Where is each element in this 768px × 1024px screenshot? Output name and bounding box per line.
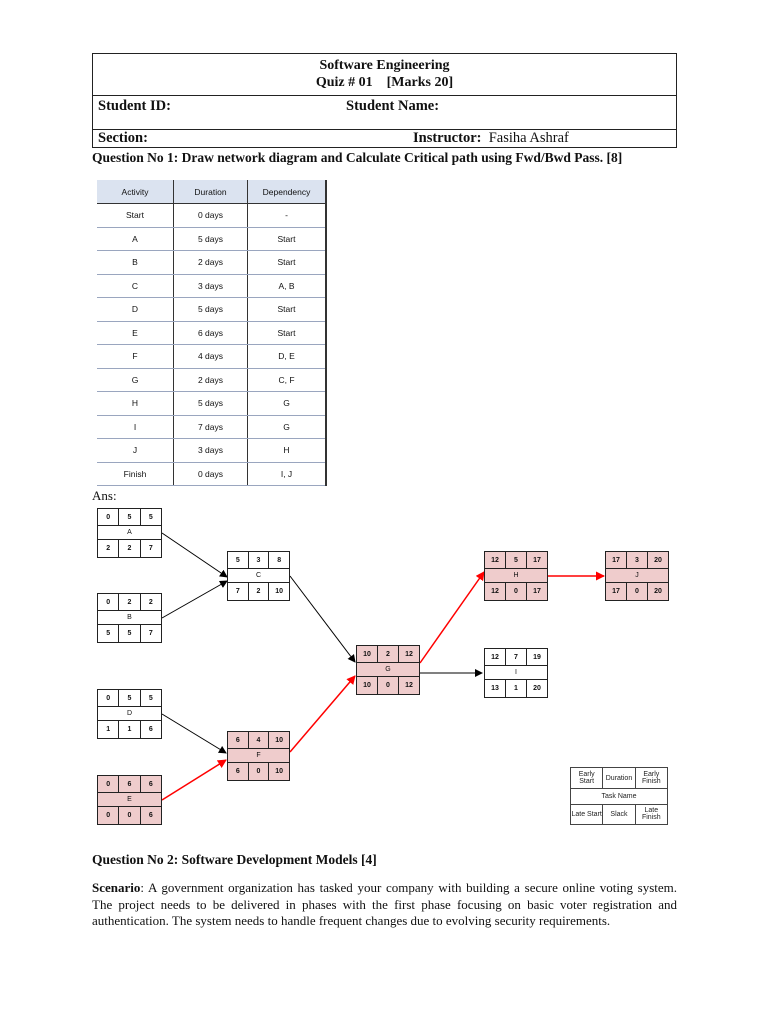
table-cell: - [248, 204, 327, 228]
quiz-number: Quiz # 01 [315, 75, 373, 90]
legend-late-start: Late Start [571, 804, 603, 824]
node-late-finish: 10 [275, 587, 284, 595]
node-task-name: I [485, 665, 547, 680]
node-task-name: G [357, 662, 419, 677]
table-cell: F [97, 345, 174, 369]
table-cell: 5 days [174, 298, 248, 322]
node-early-finish: 20 [654, 556, 662, 564]
section-label: Section: [98, 130, 148, 146]
table-cell: A [97, 227, 174, 251]
node-early-start: 0 [98, 690, 119, 706]
table-cell: I [97, 415, 174, 439]
arrow-g-to-h [420, 572, 484, 663]
table-cell: 2 days [174, 368, 248, 392]
instructor-label: Instructor: [413, 130, 482, 146]
table-cell: Start [248, 321, 327, 345]
column-header: Activity [97, 180, 174, 204]
node-early-finish: 8 [277, 556, 282, 564]
table-cell: B [97, 251, 174, 275]
scenario-label: Scenario [92, 880, 141, 895]
node-early-finish: 17 [533, 556, 541, 564]
node-late-start: 2 [98, 539, 119, 557]
activity-node-f [227, 731, 290, 781]
legend-early-finish: Early Finish [641, 771, 661, 785]
legend-late-finish: Late Finish [641, 807, 661, 821]
node-late-finish: 6 [148, 811, 153, 819]
node-task-name: J [606, 568, 668, 583]
node-slack: 0 [506, 582, 527, 600]
node-late-finish: 6 [148, 725, 153, 733]
node-duration: 2 [378, 646, 399, 662]
node-early-finish: 5 [148, 694, 153, 702]
node-late-finish: 20 [654, 587, 662, 595]
table-cell: 6 days [174, 321, 248, 345]
node-early-start: 0 [98, 776, 119, 792]
course-title: Software Engineering [319, 58, 450, 73]
node-early-start: 12 [485, 552, 506, 568]
node-slack: 2 [119, 539, 140, 557]
node-duration: 5 [119, 690, 140, 706]
answer-label: Ans: [92, 488, 117, 503]
node-early-start: 5 [228, 552, 249, 568]
table-cell: Finish [97, 462, 174, 486]
node-duration: 3 [249, 552, 270, 568]
node-early-finish: 12 [405, 650, 413, 658]
activity-node-a [97, 508, 162, 558]
table-cell: C, F [248, 368, 327, 392]
node-late-start: 5 [98, 624, 119, 642]
table-cell: 0 days [174, 204, 248, 228]
node-task-name: B [98, 610, 161, 625]
node-early-finish: 19 [533, 653, 541, 661]
column-header: Dependency [248, 180, 327, 204]
node-early-finish: 6 [148, 780, 153, 788]
table-cell: C [97, 274, 174, 298]
node-slack: 0 [378, 676, 399, 694]
instructor-name: Fasiha Ashraf [488, 130, 569, 146]
table-cell: G [97, 368, 174, 392]
node-slack: 0 [119, 806, 140, 824]
node-slack: 0 [627, 582, 648, 600]
table-cell: 3 days [174, 274, 248, 298]
arrow-c-to-g [290, 576, 355, 662]
legend-duration: Duration [603, 768, 635, 788]
node-early-start: 0 [98, 594, 119, 610]
node-late-start: 13 [485, 679, 506, 697]
table-cell: 5 days [174, 392, 248, 416]
arrow-f-to-g [290, 676, 355, 752]
activity-node-j [605, 551, 669, 601]
node-task-name: A [98, 525, 161, 540]
node-duration: 2 [119, 594, 140, 610]
node-task-name: D [98, 706, 161, 721]
column-header: Duration [174, 180, 248, 204]
legend-task-name: Task Name [571, 788, 667, 805]
table-cell: D, E [248, 345, 327, 369]
node-duration: 5 [119, 509, 140, 525]
table-cell: H [248, 439, 327, 463]
node-early-start: 17 [606, 552, 627, 568]
table-cell: H [97, 392, 174, 416]
node-slack: 1 [119, 720, 140, 738]
activity-node-g [356, 645, 420, 695]
table-cell: G [248, 415, 327, 439]
table-cell: Start [248, 298, 327, 322]
table-cell: Start [248, 227, 327, 251]
node-task-name: E [98, 792, 161, 807]
node-late-finish: 17 [533, 587, 541, 595]
node-task-name: H [485, 568, 547, 583]
node-slack: 1 [506, 679, 527, 697]
table-cell: I, J [248, 462, 327, 486]
scenario-paragraph [92, 880, 677, 930]
node-early-start: 6 [228, 732, 249, 748]
activity-node-h [484, 551, 548, 601]
arrow-e-to-f [162, 760, 226, 800]
node-early-start: 10 [357, 646, 378, 662]
table-cell: 3 days [174, 439, 248, 463]
node-task-name: C [228, 568, 289, 583]
table-cell: 4 days [174, 345, 248, 369]
node-slack: 5 [119, 624, 140, 642]
node-legend [570, 767, 668, 825]
node-early-finish: 5 [148, 513, 153, 521]
node-late-start: 17 [606, 582, 627, 600]
node-slack: 2 [249, 582, 270, 600]
node-duration: 7 [506, 649, 527, 665]
node-late-finish: 12 [405, 681, 413, 689]
student-id-label: Student ID: [98, 98, 171, 114]
student-name-label: Student Name: [346, 98, 440, 114]
table-cell: G [248, 392, 327, 416]
table-cell: A, B [248, 274, 327, 298]
scenario-text: : A government organization has tasked your company with building a secure online voting system. The project needs to be delivered in phases with the first phase focusing on basic voter registration and authentication. The system needs to handle frequent changes due to evolving security requirements. [92, 880, 677, 928]
legend-early-start: Early Start [571, 768, 603, 788]
table-cell: 5 days [174, 227, 248, 251]
activity-node-b [97, 593, 162, 643]
table-cell: 7 days [174, 415, 248, 439]
activity-node-d [97, 689, 162, 739]
table-cell: E [97, 321, 174, 345]
node-late-finish: 7 [148, 544, 153, 552]
table-cell: J [97, 439, 174, 463]
node-late-start: 10 [357, 676, 378, 694]
table-cell: 0 days [174, 462, 248, 486]
node-duration: 5 [506, 552, 527, 568]
node-duration: 4 [249, 732, 270, 748]
node-late-start: 7 [228, 582, 249, 600]
node-early-finish: 10 [275, 736, 284, 744]
node-early-start: 12 [485, 649, 506, 665]
activity-node-i [484, 648, 548, 698]
arrow-d-to-f [162, 714, 226, 753]
node-early-finish: 2 [148, 598, 153, 606]
activity-node-c [227, 551, 290, 601]
node-late-start: 1 [98, 720, 119, 738]
node-duration: 6 [119, 776, 140, 792]
node-early-start: 0 [98, 509, 119, 525]
table-cell: Start [97, 204, 174, 228]
legend-slack: Slack [603, 804, 635, 824]
arrow-b-to-c [162, 581, 227, 618]
table-cell: D [97, 298, 174, 322]
arrow-a-to-c [162, 533, 227, 577]
node-late-start: 12 [485, 582, 506, 600]
node-late-start: 6 [228, 762, 249, 780]
node-slack: 0 [249, 762, 270, 780]
node-task-name: F [228, 748, 289, 763]
activity-node-e [97, 775, 162, 825]
table-cell: Start [248, 251, 327, 275]
node-late-start: 0 [98, 806, 119, 824]
node-late-finish: 7 [148, 629, 153, 637]
table-cell: 2 days [174, 251, 248, 275]
node-late-finish: 10 [275, 767, 284, 775]
question-2-title: Question No 2: Software Development Models [4] [92, 852, 377, 867]
question-1-title: Question No 1: Draw network diagram and Calculate Critical path using Fwd/Bwd Pass. [8] [92, 150, 623, 165]
node-duration: 3 [627, 552, 648, 568]
node-late-finish: 20 [533, 684, 541, 692]
quiz-marks: [Marks 20] [386, 75, 454, 90]
